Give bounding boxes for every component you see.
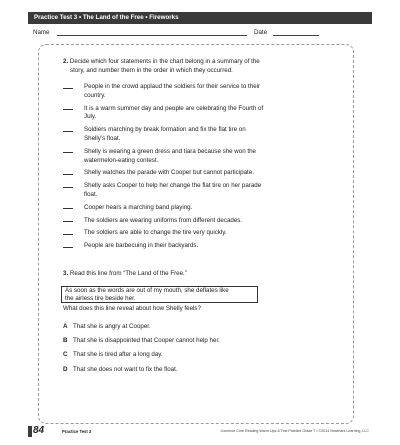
statement-item xyxy=(63,105,303,123)
answer-options xyxy=(63,323,323,380)
footer-copyright: Common Core Reading Warm-Ups & Test Practice Grade 7 • ©2014 Newmark Learning, LLC xyxy=(220,429,369,433)
statement-line: Cooper hears a marching band playing. xyxy=(84,203,193,211)
answer-blank[interactable] xyxy=(63,88,73,89)
statement-line: country. xyxy=(84,91,106,99)
footer-test-label: Practice Test 3 xyxy=(62,429,92,434)
statement-list xyxy=(63,83,303,255)
statement-line: People are barbecuing in their backyards. xyxy=(84,242,199,250)
statement-line: The soldiers are able to change the tire very quickly. xyxy=(84,229,227,237)
option-text: That she is tired after a long day. xyxy=(73,351,163,359)
answer-blank[interactable] xyxy=(63,187,73,188)
answer-option-c[interactable] xyxy=(63,351,323,360)
statement-line: Shelly watches the parade with Cooper but cannot participate. xyxy=(84,169,254,177)
answer-blank[interactable] xyxy=(63,109,73,110)
answer-blank[interactable] xyxy=(63,234,73,235)
answer-option-d[interactable] xyxy=(63,366,323,375)
name-label: Name xyxy=(33,29,50,36)
header-bar xyxy=(28,12,372,24)
statement-line: It is a warm summer day and people are celebrating the Fourth of xyxy=(84,104,264,112)
answer-option-b[interactable] xyxy=(63,337,323,346)
date-field[interactable] xyxy=(273,35,319,36)
option-text: That she does not want to fix the float. xyxy=(73,365,178,373)
option-letter: D xyxy=(63,365,68,373)
footer-marker xyxy=(28,426,32,437)
answer-blank[interactable] xyxy=(63,221,73,222)
statement-line: July. xyxy=(84,113,97,121)
statement-item xyxy=(63,83,303,101)
option-text: That she is angry at Cooper. xyxy=(73,323,151,330)
page-number: 84 xyxy=(33,425,45,436)
question-3-number: 3. xyxy=(63,270,69,277)
answer-blank[interactable] xyxy=(63,174,73,175)
quote-box xyxy=(61,286,258,303)
option-letter: B xyxy=(63,337,68,345)
statement-item xyxy=(63,126,303,144)
name-field[interactable] xyxy=(57,35,247,36)
statement-line: Shelly’s float. xyxy=(84,134,121,142)
statement-line: watermelon-eating contest. xyxy=(84,156,159,164)
question-2-prompt xyxy=(63,58,323,76)
statement-line: The soldiers are wearing uniforms from different decades. xyxy=(84,216,243,224)
statement-item xyxy=(63,217,303,226)
answer-blank[interactable] xyxy=(63,131,73,132)
option-letter: C xyxy=(63,351,68,359)
answer-blank[interactable] xyxy=(63,152,73,153)
statement-item xyxy=(63,148,303,166)
statement-item xyxy=(63,242,303,251)
option-text: That she is disappointed that Cooper cannot help her. xyxy=(73,337,220,345)
answer-blank[interactable] xyxy=(63,247,73,248)
statement-item xyxy=(63,229,303,238)
statement-line: Shelly is wearing a green dress and tiara because she won the xyxy=(84,147,256,155)
question-3-prompt-text: Read this line from “The Land of the Free.” xyxy=(69,270,187,277)
answer-option-a[interactable] xyxy=(63,323,323,332)
question-2-number: 2. xyxy=(63,58,69,65)
quote-line: As soon as the words are out of my mouth, she deflates like xyxy=(65,287,229,294)
option-letter: A xyxy=(63,323,68,330)
statement-line: Shelly asks Cooper to help her change the flat tire on her parade xyxy=(84,182,262,190)
date-label: Date xyxy=(254,29,268,36)
header-title: Practice Test 3 • The Land of the Free • Fireworks xyxy=(34,14,179,21)
statement-item xyxy=(63,204,303,213)
statement-item xyxy=(63,182,303,200)
answer-blank[interactable] xyxy=(63,208,73,209)
name-date-row xyxy=(33,28,373,38)
quote-line: the airless tire beside her. xyxy=(65,295,136,303)
question-2-text-line1: Decide which four statements in the chart belong in a summary of the xyxy=(69,58,260,65)
question-2-text-line2: story, and number them in the order in which they occurred. xyxy=(70,66,233,74)
statement-line: float. xyxy=(84,190,98,198)
statement-line: Soldiers marching by break formation and fix the flat tire on xyxy=(84,126,246,134)
question-3-prompt xyxy=(63,270,323,279)
statement-item xyxy=(63,169,303,178)
statement-line: People in the crowd applaud the soldiers for their service to their xyxy=(84,83,261,90)
question-3-question: What does this line reveal about how Shelly feels? xyxy=(63,305,201,312)
